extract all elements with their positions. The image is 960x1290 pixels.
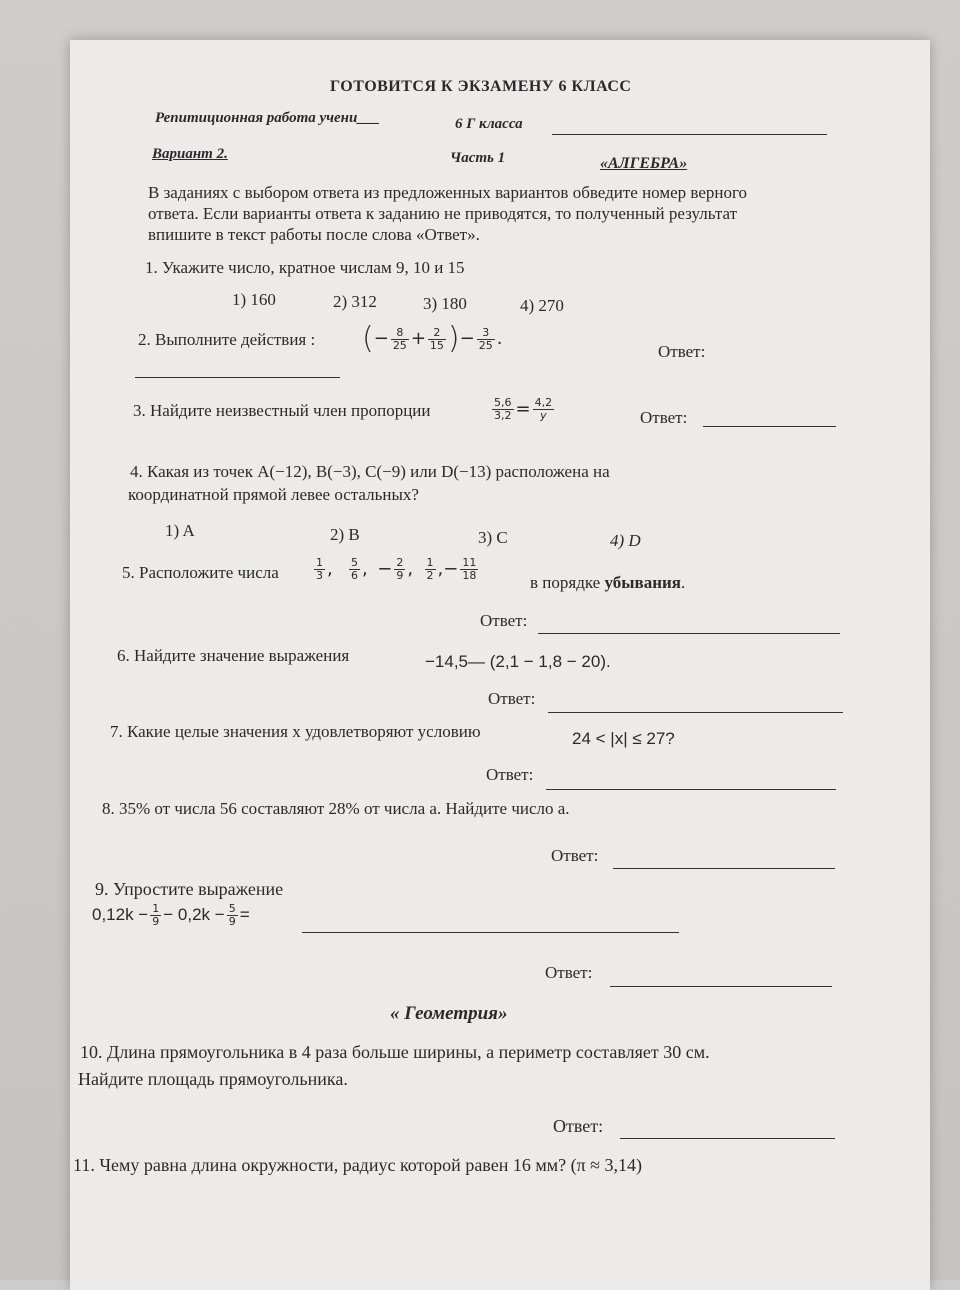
- q4-option-1[interactable]: 1) A: [165, 521, 195, 540]
- q7-answer-label: Ответ:: [486, 765, 534, 784]
- q1-option-1[interactable]: 1) 160: [232, 290, 276, 309]
- question-10-line-2: Найдите площадь прямоугольника.: [78, 1069, 348, 1089]
- instructions-line-3: впишите в текст работы после слова «Ответ».: [148, 225, 480, 244]
- q2-answer-label: Ответ:: [658, 342, 706, 361]
- q5-numbers: $\frac{1}{3}$ , $\frac{5}{6}$ , − $\frac{2}{9}$ , $\frac{1}{2}$ ,− $\frac{11}{18}$: [316, 556, 477, 583]
- q7-answer-line[interactable]: [546, 789, 836, 790]
- q5-answer-label: Ответ:: [480, 611, 528, 630]
- q9-answer-label: Ответ:: [545, 963, 593, 982]
- q5-answer-line[interactable]: [538, 633, 840, 634]
- question-7: 7. Какие целые значения x удовлетворяют условию: [110, 722, 481, 741]
- question-9: 9. Упростите выражение: [95, 879, 284, 899]
- question-2: 2. Выполните действия :: [138, 330, 316, 349]
- q9-answer-line[interactable]: [610, 986, 832, 987]
- question-5: 5. Расположите числа: [122, 563, 279, 582]
- q6-answer-label: Ответ:: [488, 689, 536, 708]
- page-title: ГОТОВИТСЯ К ЭКЗАМЕНУ 6 КЛАСС: [330, 78, 632, 95]
- question-4-line-2: координатной прямой левее остальных?: [128, 485, 419, 504]
- q10-answer-label: Ответ:: [553, 1116, 604, 1136]
- q1-option-4[interactable]: 4) 270: [520, 296, 564, 315]
- student-name-line[interactable]: [552, 134, 827, 135]
- q2-expression: (− $\frac{8}{25}$ + $\frac{2}{15}$ )− $\frac{3}{25}$ .: [362, 321, 503, 356]
- instructions-line-2: ответа. Если варианты ответа к заданию не приводятся, то полученный результат: [148, 204, 738, 223]
- q6-expression: −14,5— (2,1 − 1,8 − 20).: [425, 652, 611, 671]
- question-10-line-1: 10. Длина прямоугольника в 4 раза больше ширины, а периметр составляет 30 см.: [80, 1042, 710, 1062]
- q4-option-2[interactable]: 2) B: [330, 525, 360, 544]
- question-6: 6. Найдите значение выражения: [117, 646, 350, 665]
- q2-answer-line[interactable]: [135, 377, 340, 378]
- question-11: 11. Чему равна длина окружности, радиус которой равен 16 мм? (π ≈ 3,14): [73, 1155, 643, 1175]
- q3-answer-label: Ответ:: [640, 408, 688, 427]
- q10-answer-line[interactable]: [620, 1138, 835, 1139]
- work-label: Репитиционная работа учени___: [155, 110, 380, 126]
- question-1: 1. Укажите число, кратное числам 9, 10 и 15: [145, 258, 465, 277]
- q4-option-3[interactable]: 3) C: [478, 528, 508, 547]
- instructions-line-1: В заданиях с выбором ответа из предложенных вариантов обведите номер верного: [148, 183, 748, 202]
- q9-work-line[interactable]: [302, 932, 679, 933]
- q7-expression: 24 < |x| ≤ 27?: [572, 729, 675, 748]
- question-8: 8. 35% от числа 56 составляют 28% от числа a. Найдите число a.: [102, 799, 570, 818]
- q8-answer-label: Ответ:: [551, 846, 599, 865]
- q5-suffix: в порядке убывания.: [530, 573, 686, 592]
- q3-proportion: $\frac{5,6}{3,2}$ = $\frac{4,2}{y}$: [494, 396, 553, 423]
- q1-option-3[interactable]: 3) 180: [423, 294, 467, 313]
- section-algebra: «АЛГЕБРА»: [600, 155, 688, 172]
- q1-option-2[interactable]: 2) 312: [333, 292, 377, 311]
- q4-option-4[interactable]: 4) D: [610, 531, 641, 550]
- q6-answer-line[interactable]: [548, 712, 843, 713]
- q9-expression: 0,12k − $\frac{1}{9}$ − 0,2k − $\frac{5}{9}$ =: [92, 902, 250, 929]
- question-3: 3. Найдите неизвестный член пропорции: [133, 401, 431, 420]
- section-geometry: « Геометрия»: [390, 1003, 508, 1024]
- q8-answer-line[interactable]: [613, 868, 835, 869]
- part-label: Часть 1: [450, 150, 506, 166]
- q3-answer-line[interactable]: [703, 426, 836, 427]
- variant-label: Вариант 2.: [152, 146, 228, 162]
- question-4-line-1: 4. Какая из точек A(−12), B(−3), C(−9) или D(−13) расположена на: [130, 462, 610, 481]
- class-label: 6 Г класса: [455, 116, 523, 132]
